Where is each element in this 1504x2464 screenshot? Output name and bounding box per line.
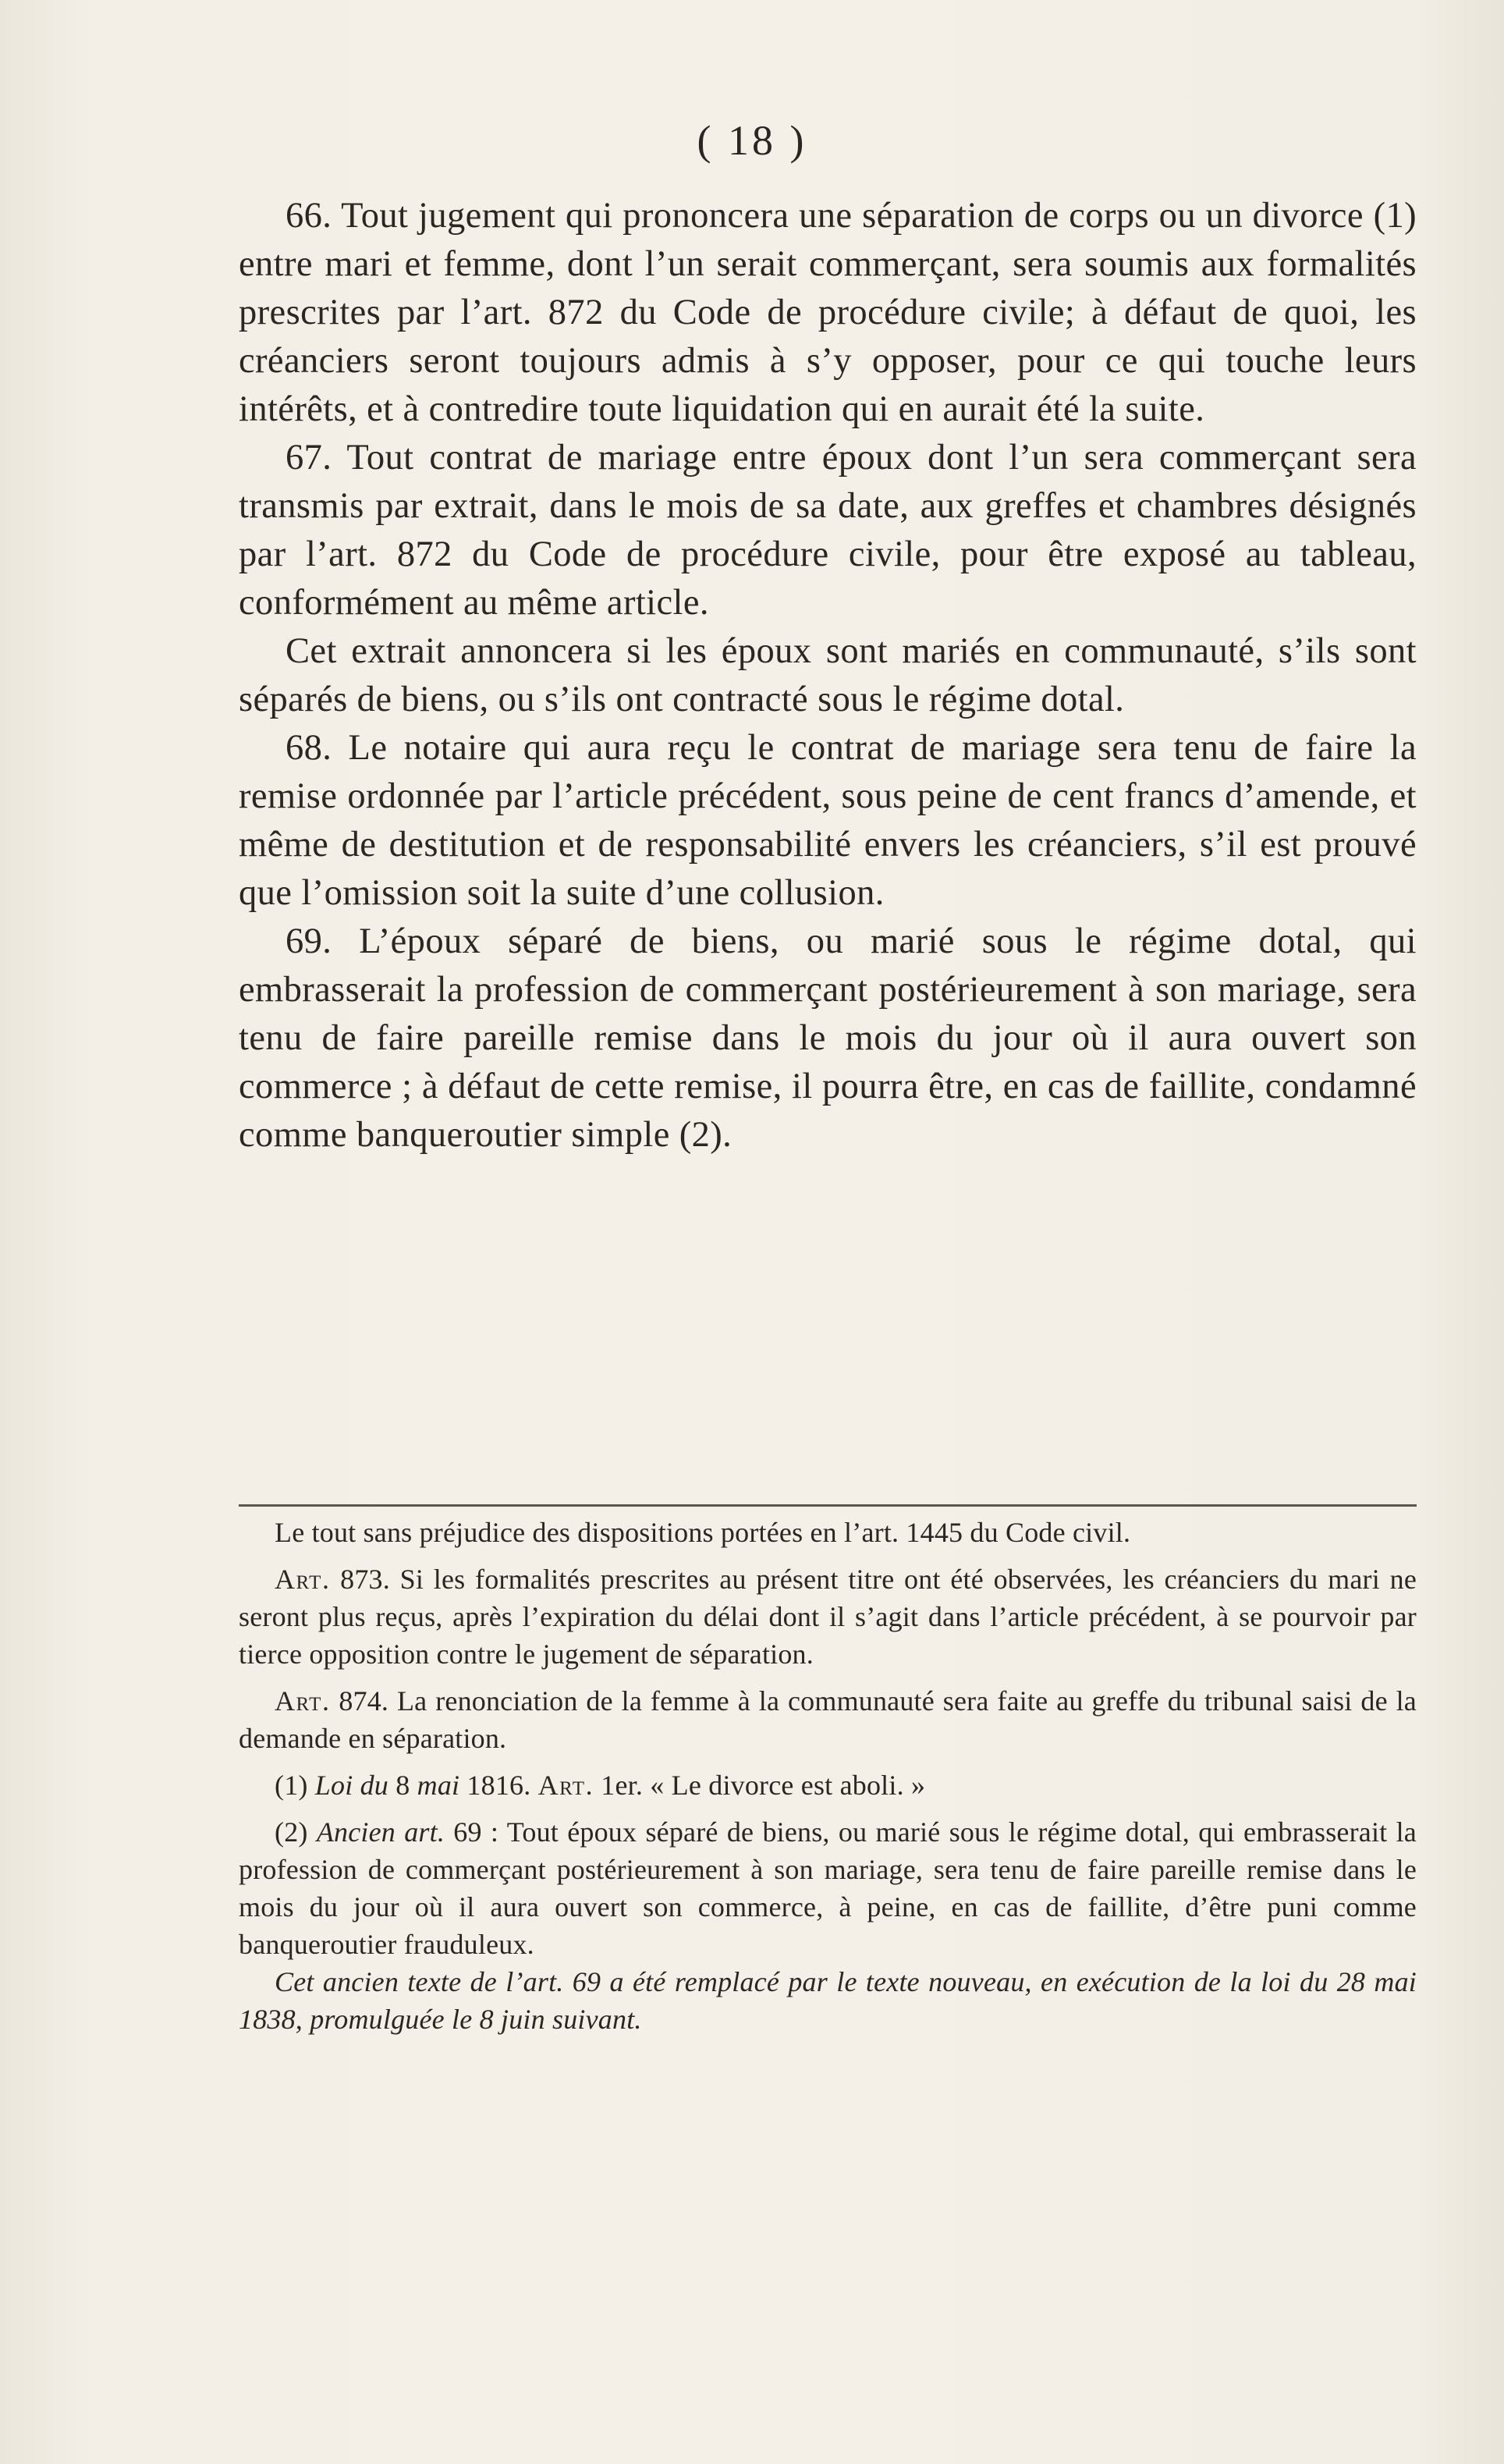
note-art-873-text: 873. Si les formalités prescrites au présent titre ont été observées, les créanciers du mari ne seront plus reçus, après l’expiration du délai dont il s’agit dans l’article précédent, à se pourvoir par tierce opposition contre le jugement de séparation. (239, 1564, 1417, 1670)
main-text (239, 192, 1417, 1159)
footnote-1-text: 1er. « Le divorce est aboli. » (594, 1770, 926, 1801)
paragraph-art-67: 67. Tout contrat de mariage entre époux dont l’un sera commerçant sera transmis par extrait, dans le mois de sa date, aux greffes et chambres désignés par l’art. 872 du Code de procédure civile, pour être exposé au tableau, conformément au même article. (239, 438, 1417, 623)
note-art-874-label: Art. (275, 1685, 331, 1717)
page-number: ( 18 ) (697, 117, 807, 164)
paragraph-art-68: 68. Le notaire qui aura reçu le contrat de mariage sera tenu de faire la remise ordonnée par l’article précédent, sous peine de cent francs d’amende, et même de destitution et de responsabilité envers les créanciers, s’il est prouvé que l’omission soit la suite d’une collusion. (239, 728, 1417, 913)
footnote-1-day: 8 (388, 1770, 417, 1801)
footnote-2 (239, 1813, 1417, 1963)
footnote-2-mark: (2) (275, 1816, 317, 1848)
footnote-2-text: 69 : Tout époux séparé de biens, ou marié sous le régime dotal, qui embrasserait la profession de commerçant postérieurement à son mariage, sera tenu de faire pareille remise dans le mois du jour où il aura ouvert son commerce, à peine, en cas de faillite, d’être puni comme banqueroutier frauduleux. (239, 1816, 1417, 1960)
note-art-873 (239, 1560, 1417, 1673)
footnote-2-ancien-art: Ancien art. (316, 1816, 445, 1848)
footnote-1-art-label: Art. (537, 1770, 594, 1801)
footnote-1-month: mai (417, 1770, 460, 1801)
paragraph-art-67-extract: Cet extrait annoncera si les époux sont mariés en communauté, s’ils sont séparés de biens, ou s’ils ont contracté sous le régime dotal. (239, 631, 1417, 719)
note-art-874 (239, 1682, 1417, 1757)
note-art-873-label: Art. (275, 1564, 331, 1595)
footnote-1-year: 1816. (459, 1770, 538, 1801)
note-art-874-text: 874. La renonciation de la femme à la communauté sera faite au greffe du tribunal saisi de la demande en séparation. (239, 1685, 1417, 1754)
footnotes (239, 1514, 1417, 2038)
footnote-1 (239, 1766, 1417, 1804)
paragraph-art-69: 69. L’époux séparé de biens, ou marié sous le régime dotal, qui embrasserait la profession de commerçant postérieurement à son mariage, sera tenu de faire pareille remise dans le mois du jour où il aura ouvert son commerce ; à défaut de cette remise, il pourra être, en cas de faillite, condamné comme banqueroutier simple (2). (239, 921, 1417, 1155)
paragraph-art-66: 66. Tout jugement qui prononcera une séparation de corps ou un divorce (1) entre mari et femme, dont l’un serait commerçant, sera soumis aux formalités prescrites par l’art. 872 du Code de procédure civile; à défaut de quoi, les créanciers seront toujours admis à s’y opposer, pour ce qui touche leurs intérêts, et à contredire toute liquidation qui en aurait été la suite. (239, 196, 1417, 429)
footnote-1-mark: (1) (275, 1770, 315, 1801)
note-code-civil: Le tout sans préjudice des dispositions portées en l’art. 1445 du Code civil. (275, 1517, 1131, 1548)
footnote-divider (239, 1504, 1417, 1507)
footnote-2-remark: Cet ancien texte de l’art. 69 a été remplacé par le texte nouveau, en exécution de la loi du 28 mai 1838, promulguée le 8 juin suivant. (239, 1966, 1417, 2035)
footnote-1-loi: Loi du (314, 1770, 389, 1801)
